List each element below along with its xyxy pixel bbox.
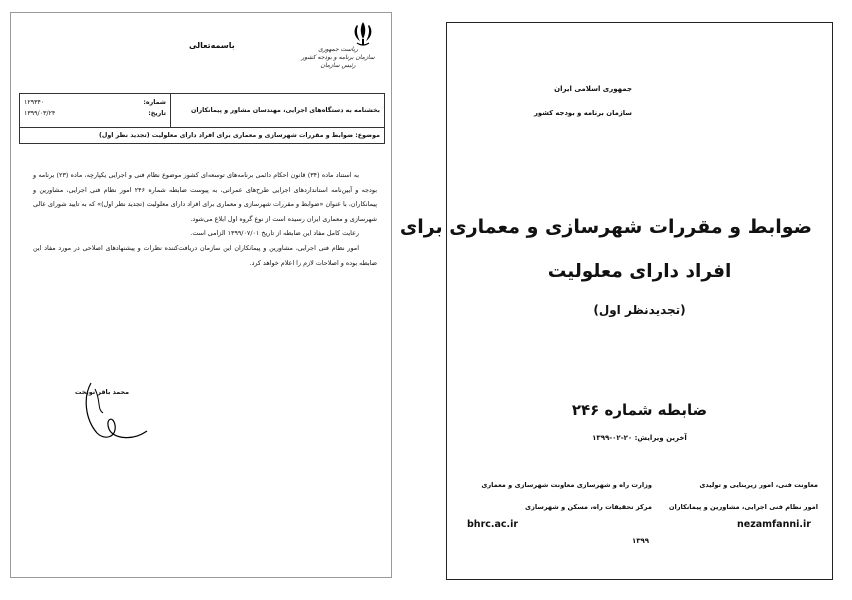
- subject-cell: موضوع: ضوابط و مقررات شهرسازی و معماری برای افراد دارای معلولیت (تجدید نظر اول): [98, 132, 380, 139]
- header-row: [20, 94, 384, 128]
- date-line: [24, 108, 166, 119]
- date-value: ۱۳۹۹/۰۳/۲۴: [24, 110, 56, 117]
- revision-date: آخرین ویرایش: ۲۰-۰۲-۱۳۹۹: [592, 434, 687, 442]
- number-label: شماره:: [143, 99, 166, 106]
- number-value: ۱۲۹۳۴۰: [24, 99, 45, 106]
- body-paragraph: امور نظام فنی اجرایی، مشاورین و پیمانکاران این سازمان دریافت‌کننده نظرات و پیشنهادهای اصلاحی در مورد مفاد این ضابطه بوده و اصلاحات لازم را اعلام خواهد کرد.: [33, 243, 377, 267]
- organization-label: سازمان برنامه و بودجه کشور: [534, 109, 632, 117]
- number-date-cell: [20, 94, 170, 127]
- iran-emblem-icon: [348, 19, 378, 49]
- org-line: رئیس سازمان: [320, 62, 356, 69]
- website-bhrc: bhrc.ac.ir: [467, 519, 519, 530]
- letter-body: [33, 168, 377, 270]
- republic-label: جمهوری اسلامی ایران: [554, 85, 632, 93]
- right-col-line1: معاونت فنی، امور زیربنایی و تولیدی: [699, 481, 818, 489]
- body-paragraph: به استناد ماده (۳۴) قانون احکام دائمی برنامه‌های توسعه‌ای کشور موضوع نظام فنی و اجرایی یکپارچه، ماده (۲۳) برنامه و بودجه و آیین‌نامه استانداردهای اجرایی طرح‌های عمرانی، به پیوست ضابطه شماره ۲۴۶ امور نظام فنی اجرایی، مشاورین و پیمانکاران، با عنوان «ضوابط و مقررات شهرسازی و معماری برای افراد دارای معلولیت (تجدید نظر اول)» که به تایید شورای عالی شهرسازی و معماری ایران رسیده است از نوع گروه اول ابلاغ می‌شود.: [32, 171, 377, 223]
- org-line: سازمان برنامه و بودجه کشور: [301, 54, 375, 61]
- organization-block: [301, 46, 375, 70]
- recipient-cell: بخشنامه به دستگاه‌های اجرایی، مهندسان مشاور و پیمانکاران: [170, 94, 384, 127]
- signatory-name: محمد باقر نوبخت: [75, 388, 130, 396]
- left-col-line1: وزارت راه و شهرسازی معاونت شهرسازی و معماری: [481, 481, 652, 489]
- body-paragraph: رعایت کامل مفاد این ضابطه از تاریخ ۱۳۹۹/۰۷/۰۱ الزامی است.: [190, 229, 359, 238]
- website-nezamfanni: nezamfanni.ir: [737, 519, 811, 530]
- subject-row: [20, 128, 384, 143]
- org-line: ریاست جمهوری: [318, 46, 358, 53]
- bismillah-heading: باسمه‌تعالی: [189, 41, 235, 50]
- standard-number: ضابطه شماره ۲۴۶: [571, 401, 708, 419]
- publication-year: ۱۳۹۹: [631, 537, 650, 545]
- letter-header-table: [19, 93, 385, 144]
- standard-cover-page: [399, 22, 833, 580]
- edition-label: (تجدیدنظر اول): [593, 303, 686, 317]
- date-label: تاریخ:: [148, 110, 166, 117]
- number-line: [24, 97, 166, 108]
- left-col-line2: مرکز تحقیقات راه، مسکن و شهرسازی: [525, 503, 652, 511]
- cover-title-line1: ضوابط و مقررات شهرسازی و معماری برای: [399, 216, 812, 238]
- circular-letter-page: [10, 12, 392, 578]
- cover-title-line2: افراد دارای معلولیت: [547, 261, 732, 282]
- right-col-line2: امور نظام فنی اجرایی، مشاورین و پیمانکاران: [668, 503, 818, 511]
